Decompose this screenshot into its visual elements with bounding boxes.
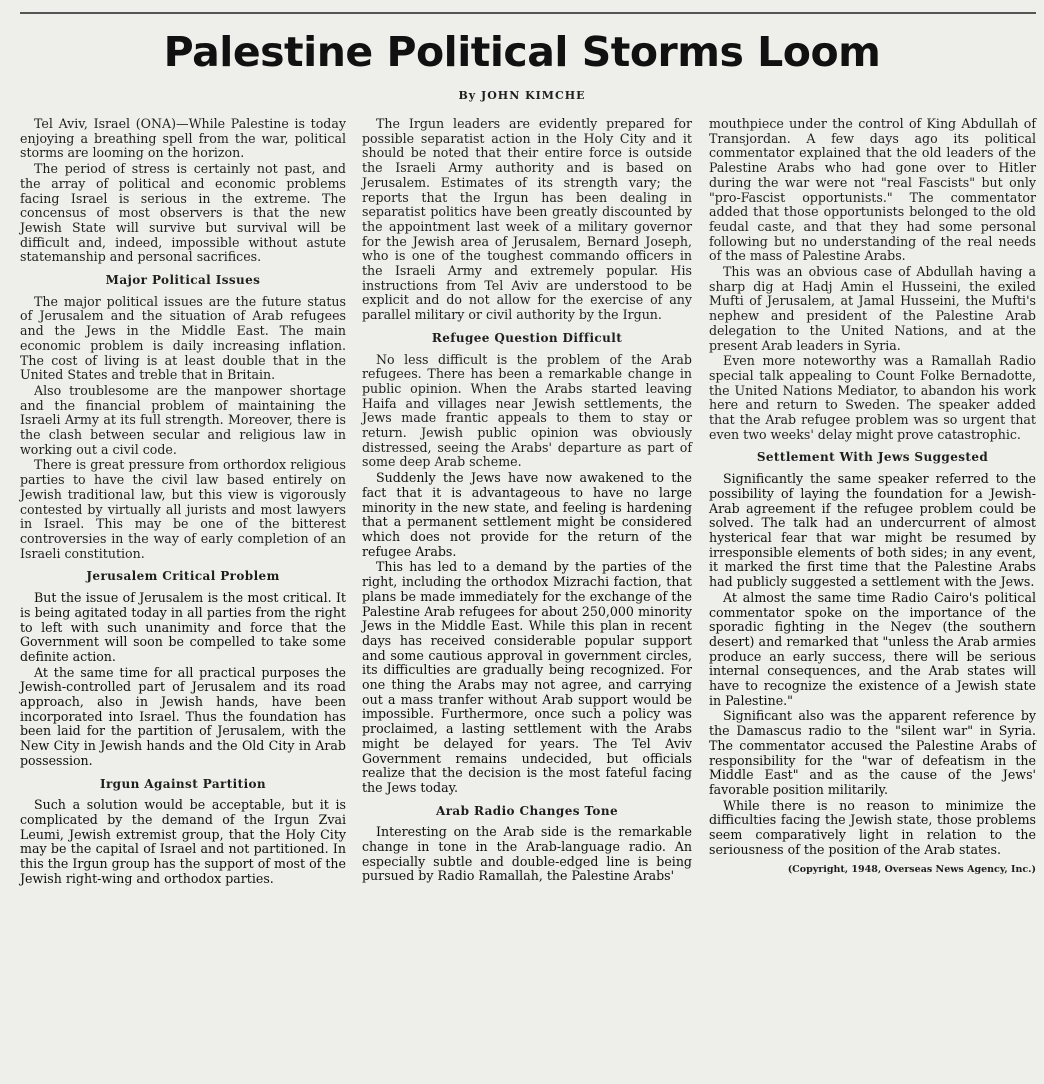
subheading: Major Political Issues xyxy=(105,273,261,288)
headline: Palestine Political Storms Loom xyxy=(163,28,881,76)
paragraph: This has led to a demand by the parties of the right, including the orthodox Mizrachi faction, that plans be made immediately for the exchange of the Palestine Arab refugees for about 250,000 minority Jews in the Middle East. While this plan in recent days has received considerable popular support and some cautious approval in government circles, its difficulties are gradually being recognized. For one thing the Arabs may not agree, and carrying out a mass tranfer without Arab support would be impossible. Furthermore, once such a policy was proclaimed, a lasting settlement with the Arabs might be delayed for years. The Tel Aviv Government remains undecided, but officials realize that the decision is the most fateful facing the Jews today. xyxy=(362,559,692,795)
paragraph: This was an obvious case of Abdullah having a sharp dig at Hadj Amin el Husseini, the exiled Mufti of Jerusalem, at Jamal Husseini, the Mufti's nephew and president of the Palestine Arab delegation to the United Nations, and at the present Arab leaders in Syria. xyxy=(709,264,1036,353)
paragraph: Tel Aviv, Israel (ONA)—While Palestine is today enjoying a breathing spell from the war, political storms are looming on the horizon. xyxy=(20,116,346,161)
paragraph: Significantly the same speaker referred to the possibility of laying the foundation for a Jewish-Arab agreement if the refugee problem could be solved. The talk had an undercurrent of almost hysterical fear that war might be resumed by irresponsible elements of both sides; in any event, it marked the first time that the Palestine Arabs had publicly suggested a settlement with the Jews. xyxy=(709,471,1036,590)
paragraph: But the issue of Jerusalem is the most critical. It is being agitated today in all parties from the right to left with such unanimity and force that the Government will soon be compelled to take some definite action. xyxy=(20,590,346,664)
top-rule xyxy=(20,12,1036,14)
column-1 xyxy=(20,117,346,887)
paragraph: At the same time for all practical purposes the Jewish-controlled part of Jerusalem and its road approach, also in Jewish hands, have been incorporated into Israel. Thus the foundation has been laid for the partition of Jerusalem, with the New City in Jewish hands and the Old City in Arab possession. xyxy=(20,664,346,768)
paragraph: Interesting on the Arab side is the remarkable change in tone in the Arab-language radio. An especially subtle and double-edged line is being pursued by Radio Ramallah, the Palestine Arabs' xyxy=(362,824,692,884)
paragraph: Significant also was the apparent reference by the Damascus radio to the "silent war" in Syria. The commentator accused the Palestine Arabs of responsibility for the "war of defeatism in the Middle East" and as the cause of the Jews' favorable position militarily. xyxy=(709,708,1036,797)
paragraph: mouthpiece under the control of King Abdullah of Transjordan. A few days ago its political commentator explained that the old leaders of the Palestine Arabs who had gone over to Hitler during the war were not "real Fascists" but only "pro-Fascist opportunists." The commentator added that those opportunists belonged to the old feudal caste, and that they had some personal following but no understanding of the real needs of the mass of Palestine Arabs. xyxy=(709,116,1036,264)
column-3 xyxy=(709,117,1036,879)
paragraph: The period of stress is certainly not past, and the array of political and economic problems facing Israel is serious in the extreme. The concensus of most observers is that the new Jewish State will survive but survival will be difficult and, indeed, impossible without astute statemanship and personal sacrifices. xyxy=(20,161,346,265)
byline: By JOHN KIMCHE xyxy=(458,89,586,102)
paragraph: Even more noteworthy was a Ramallah Radio special talk appealing to Count Folke Bernadotte, the United Nations Mediator, to abandon his work here and return to Sweden. The speaker added that the Arab refugee problem was so urgent that even two weeks' delay might prove catastrophic. xyxy=(709,353,1036,442)
paragraph: Such a solution would be acceptable, but it is complicated by the demand of the Irgun Zvai Leumi, Jewish extremist group, that the Holy City may be the capital of Israel and not partitioned. In this the Irgun group has the support of most of the Jewish right-wing and orthodox parties. xyxy=(20,797,346,886)
paragraph: The Irgun leaders are evidently prepared for possible separatist action in the Holy City and it should be noted that their entire force is outside the Israeli Army authority and is based on Jerusalem. Estimates of its strength vary; the reports that the Irgun has been dealing in separatist politics have been greatly discounted by the appointment last week of a military governor for the Jewish area of Jerusalem, Bernard Joseph, who is one of the toughest commando officers in the Israeli Army and extremely popular. His instructions from Tel Aviv are understood to be explicit and do not allow for the exercise of any parallel military or civil authority by the Irgun. xyxy=(362,116,692,323)
subheading: Refugee Question Difficult xyxy=(431,330,623,345)
paragraph: There is great pressure from orthordox religious parties to have the civil law based entirely on Jewish traditional law, but this view is vigorously contested by virtually all jurists and most lawyers in Israel. This may be one of the bitterest controversies in the way of early completion of an Israeli constitution. xyxy=(20,457,346,561)
paragraph: The major political issues are the future status of Jerusalem and the situation of Arab refugees and the Jews in the Middle East. The main economic problem is daily increasing inflation. The cost of living is at least double that in the United States and treble that in Britain. xyxy=(20,293,346,383)
paragraph: At almost the same time Radio Cairo's political commentator spoke on the importance of the sporadic fighting in the Negev (the southern desert) and remarked that "unless the Arab armies produce an early success, there will be serious internal consequences, and the Arab states will have to recognize the existence of a Jewish state in Palestine." xyxy=(709,589,1036,708)
column-2 xyxy=(362,117,692,885)
subheading: Settlement With Jews Suggested xyxy=(756,450,989,465)
subheading: Arab Radio Changes Tone xyxy=(436,803,618,818)
paragraph: No less difficult is the problem of the Arab refugees. There has been a remarkable change in public opinion. When the Arabs started leaving Haifa and villages near Jewish settlements, the Jews made frantic appeals to them to stay or return. Jewish public opinion was obviously distressed, seeing the Arabs' departure as part of some deep Arab scheme. xyxy=(362,351,692,470)
paragraph: Also troublesome are the manpower shortage and the financial problem of maintaining the Israeli Army at its full strength. Moreover, there is the clash between secular and religious law in working out a civil code. xyxy=(20,382,346,457)
paragraph: Suddenly the Jews have now awakened to the fact that it is advantageous to have no large minority in the new state, and feeling is hardening that a permanent settlement might be considered which does not provide for the return of the refugee Arabs. xyxy=(362,470,692,559)
subheading: Irgun Against Partition xyxy=(99,776,267,791)
paragraph: While there is no reason to minimize the difficulties facing the Jewish state, those problems seem comparatively light in relation to the seriousness of the position of the Arab states. xyxy=(709,797,1036,857)
copyright-notice: (Copyright, 1948, Overseas News Agency, Inc.) xyxy=(787,864,1036,876)
subheading: Jerusalem Critical Problem xyxy=(86,569,280,584)
